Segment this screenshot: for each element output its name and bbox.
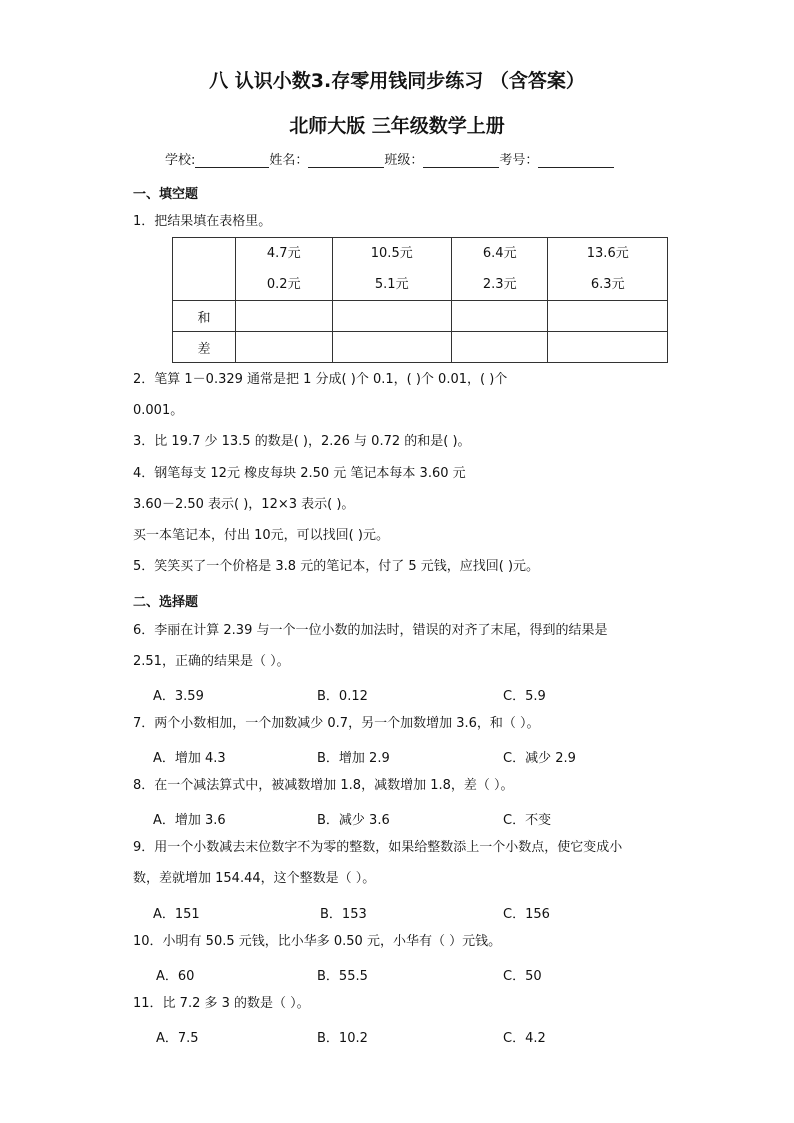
exam-no-label: 考号： bbox=[499, 153, 539, 168]
question-2-line-1: 2．笔算 1－0.329 通常是把 1 分成( )个 0.1，( )个 0.01，( )个 bbox=[133, 372, 508, 387]
sum-answer-cell[interactable] bbox=[548, 301, 668, 332]
q9-option-c[interactable]: C．156 bbox=[503, 907, 550, 922]
q6-option-c[interactable]: C．5.9 bbox=[503, 689, 546, 704]
page-subtitle: 北师大版 三年级数学上册 bbox=[289, 115, 505, 137]
question-3: 3．比 19.7 少 13.5 的数是( )，2.26 与 0.72 的和是( )。 bbox=[133, 434, 471, 449]
table-row-diff bbox=[173, 332, 668, 363]
question-6-line-2: 2.51，正确的结果是（ ）。 bbox=[133, 654, 290, 669]
q9-option-a[interactable]: A．151 bbox=[153, 907, 200, 922]
sum-answer-cell[interactable] bbox=[451, 301, 548, 332]
exam-no-blank[interactable] bbox=[538, 153, 614, 168]
section-fill-blank-title: 一、填空题 bbox=[133, 187, 199, 202]
q8-option-b[interactable]: B．减少 3.6 bbox=[317, 813, 390, 828]
table-column-1 bbox=[236, 238, 333, 301]
row-sum-label: 和 bbox=[173, 301, 236, 332]
question-4-line-2: 3.60－2.50 表示( )，12×3 表示( )。 bbox=[133, 497, 355, 512]
column-2-top: 10.5元 bbox=[370, 246, 413, 261]
question-11: 11．比 7.2 多 3 的数是（ ）。 bbox=[133, 996, 310, 1011]
class-label: 班级： bbox=[384, 153, 424, 168]
question-7: 7．两个小数相加，一个加数减少 0.7，另一个加数增加 3.6，和（ ）。 bbox=[133, 716, 540, 731]
q10-option-a[interactable]: A．60 bbox=[156, 969, 195, 984]
q10-option-c[interactable]: C．50 bbox=[503, 969, 542, 984]
row-diff-label: 差 bbox=[173, 332, 236, 363]
diff-answer-cell[interactable] bbox=[236, 332, 333, 363]
question-1: 1．把结果填在表格里。 bbox=[133, 214, 272, 229]
q8-option-a[interactable]: A．增加 3.6 bbox=[153, 813, 226, 828]
table-column-4 bbox=[548, 238, 668, 301]
column-1-bottom: 0.2元 bbox=[266, 277, 301, 292]
name-label: 姓名： bbox=[269, 153, 309, 168]
q6-option-b[interactable]: B．0.12 bbox=[317, 689, 368, 704]
question-4-line-1: 4．钢笔每支 12元 橡皮每块 2.50 元 笔记本每本 3.60 元 bbox=[133, 466, 466, 481]
question-8: 8．在一个减法算式中，被减数增加 1.8，减数增加 1.8，差（ ）。 bbox=[133, 778, 514, 793]
school-label: 学校: bbox=[165, 153, 196, 168]
question-4-line-3: 买一本笔记本，付出 10元，可以找回( )元。 bbox=[133, 528, 389, 543]
school-blank[interactable] bbox=[195, 153, 269, 168]
section-choice-title: 二、选择题 bbox=[133, 595, 199, 610]
q7-option-a[interactable]: A．增加 4.3 bbox=[153, 751, 226, 766]
q11-option-a[interactable]: A．7.5 bbox=[156, 1031, 199, 1046]
q7-option-b[interactable]: B．增加 2.9 bbox=[317, 751, 390, 766]
column-2-bottom: 5.1元 bbox=[374, 277, 409, 292]
q11-option-c[interactable]: C．4.2 bbox=[503, 1031, 546, 1046]
class-blank[interactable] bbox=[423, 153, 499, 168]
column-1-top: 4.7元 bbox=[266, 246, 301, 261]
column-3-top: 6.4元 bbox=[482, 246, 517, 261]
column-3-bottom: 2.3元 bbox=[482, 277, 517, 292]
sum-answer-cell[interactable] bbox=[236, 301, 333, 332]
diff-answer-cell[interactable] bbox=[451, 332, 548, 363]
table-column-3 bbox=[451, 238, 548, 301]
diff-answer-cell[interactable] bbox=[332, 332, 451, 363]
table-header-row bbox=[173, 238, 668, 301]
q8-option-c[interactable]: C．不变 bbox=[503, 813, 552, 828]
q7-option-c[interactable]: C．减少 2.9 bbox=[503, 751, 576, 766]
q11-option-b[interactable]: B．10.2 bbox=[317, 1031, 368, 1046]
q9-option-b[interactable]: B．153 bbox=[320, 907, 367, 922]
question-9-line-2: 数，差就增加 154.44，这个整数是（ ）。 bbox=[133, 871, 376, 886]
column-4-bottom: 6.3元 bbox=[590, 277, 625, 292]
question-9-line-1: 9．用一个小数减去末位数字不为零的整数，如果给整数添上一个小数点，使它变成小 bbox=[133, 840, 623, 855]
question-5: 5．笑笑买了一个价格是 3.8 元的笔记本，付了 5 元钱，应找回( )元。 bbox=[133, 559, 540, 574]
table-row-sum bbox=[173, 301, 668, 332]
student-info-line bbox=[165, 149, 614, 168]
table-corner-cell bbox=[173, 238, 236, 301]
question-10: 10．小明有 50.5 元钱，比小华多 0.50 元，小华有（ ）元钱。 bbox=[133, 934, 502, 949]
name-blank[interactable] bbox=[308, 153, 384, 168]
question-2-line-2: 0.001。 bbox=[133, 403, 184, 418]
diff-answer-cell[interactable] bbox=[548, 332, 668, 363]
q10-option-b[interactable]: B．55.5 bbox=[317, 969, 368, 984]
answer-table bbox=[172, 237, 668, 363]
column-4-top: 13.6元 bbox=[586, 246, 629, 261]
table-column-2 bbox=[332, 238, 451, 301]
q6-option-a[interactable]: A．3.59 bbox=[153, 689, 204, 704]
question-6-line-1: 6．李丽在计算 2.39 与一个一位小数的加法时，错误的对齐了末尾，得到的结果是 bbox=[133, 623, 608, 638]
page-title: 八 认识小数3.存零用钱同步练习 （含答案） bbox=[209, 70, 585, 92]
sum-answer-cell[interactable] bbox=[332, 301, 451, 332]
